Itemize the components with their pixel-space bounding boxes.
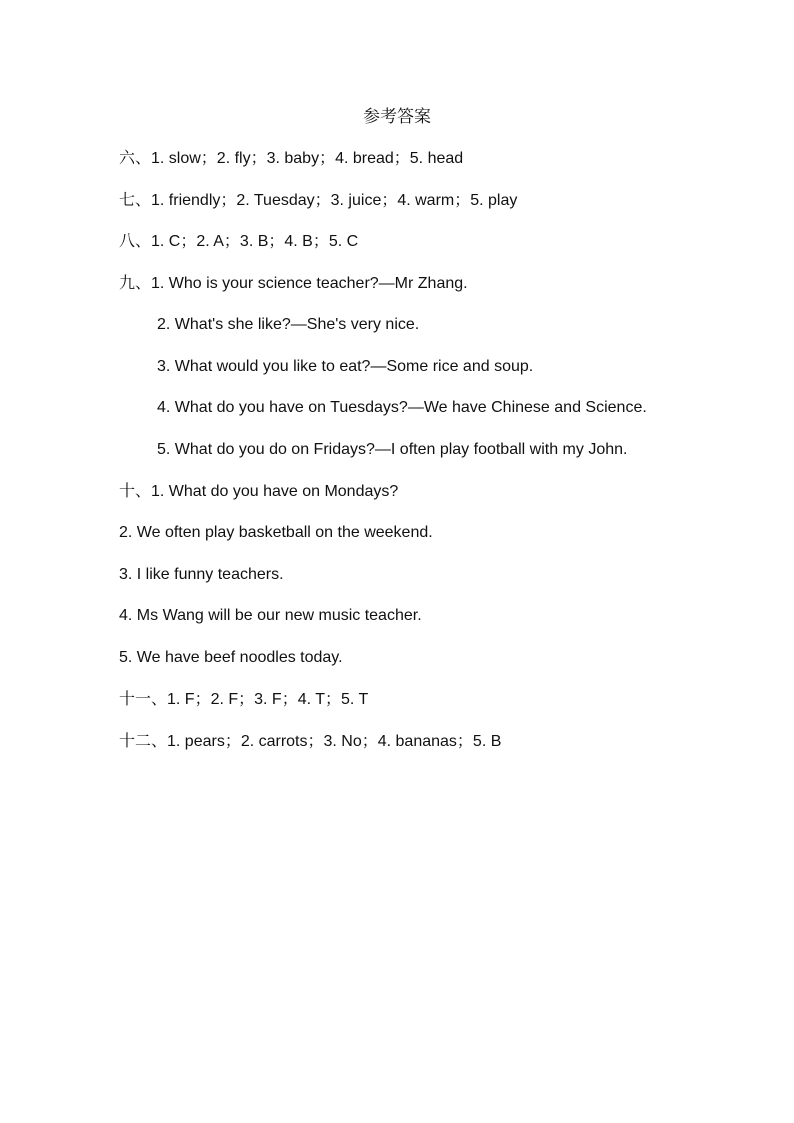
page-title: 参考答案 bbox=[363, 107, 431, 127]
answer-section-7: 七、1. friendly；2. Tuesday；3. juice；4. warm；5. play bbox=[119, 192, 518, 209]
answer-section-9-item-1: 九、1. Who is your science teacher?—Mr Zhang. bbox=[119, 275, 468, 292]
answer-section-12: 十二、1. pears；2. carrots；3. No；4. bananas；5. B bbox=[119, 733, 502, 750]
answer-section-9-item-3: 3. What would you like to eat?—Some rice and soup. bbox=[157, 358, 534, 375]
answer-section-9-item-5: 5. What do you do on Fridays?—I often play football with my John. bbox=[157, 441, 628, 458]
answer-section-10-item-3: 3. I like funny teachers. bbox=[119, 566, 284, 583]
answer-section-10-item-1: 十、1. What do you have on Mondays? bbox=[119, 483, 399, 500]
answer-section-11: 十一、1. F；2. F；3. F；4. T；5. T bbox=[119, 691, 369, 708]
answer-section-9-item-4: 4. What do you have on Tuesdays?—We have Chinese and Science. bbox=[157, 399, 647, 416]
answer-section-10-item-2: 2. We often play basketball on the weekend. bbox=[119, 524, 433, 541]
answer-section-10-item-4: 4. Ms Wang will be our new music teacher. bbox=[119, 607, 422, 624]
answer-section-6: 六、1. slow；2. fly；3. baby；4. bread；5. head bbox=[119, 150, 464, 167]
answer-section-9-item-2: 2. What's she like?—She's very nice. bbox=[157, 316, 420, 333]
answer-section-10-item-5: 5. We have beef noodles today. bbox=[119, 649, 343, 666]
answer-section-8: 八、1. C；2. A；3. B；4. B；5. C bbox=[119, 233, 359, 250]
